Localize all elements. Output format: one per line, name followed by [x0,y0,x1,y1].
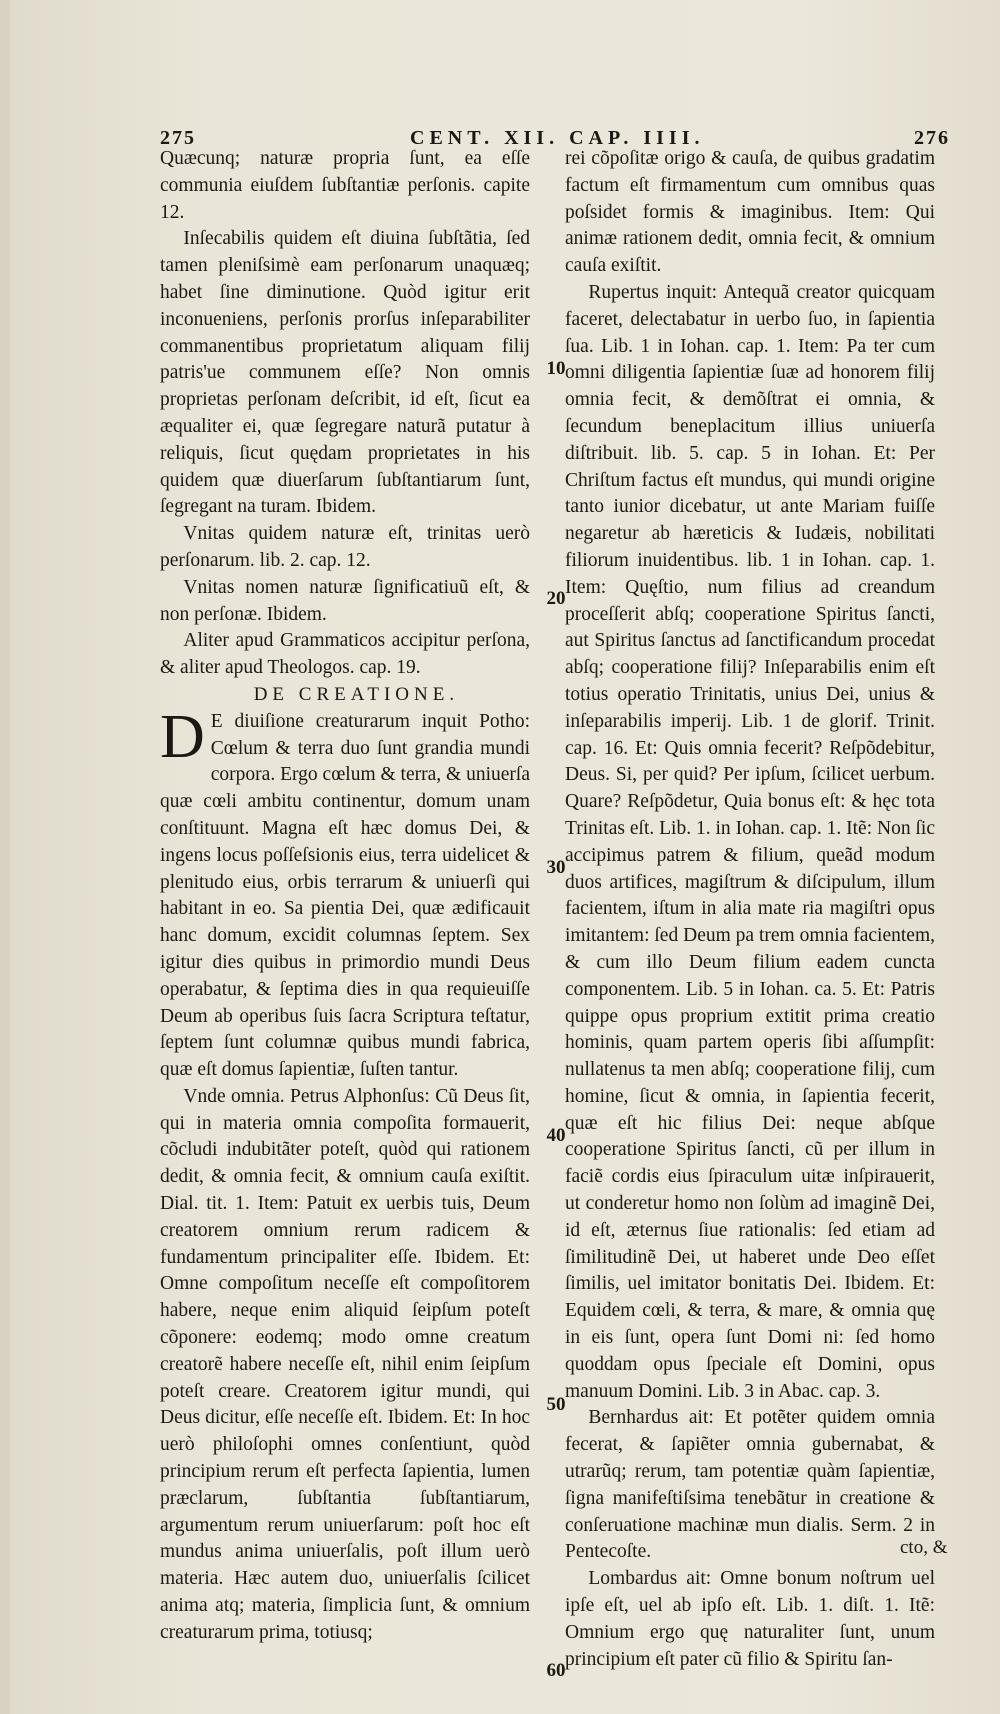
page-number-left: 275 [160,127,196,149]
margin-line-number: 40 [546,1125,566,1146]
running-title: CENT. XII. CAP. IIII. [410,127,705,149]
paragraph: rei cõpoſitæ origo & cauſa, de quibus gradatim factum eſt firmamentum cum omnibus quas poſsidet formis & imaginibus. Item: Qui animæ rationem dedit, omnia fecit, & omnium cauſa exiſtit. [565,148,935,277]
drop-cap-initial: D [160,702,205,771]
paragraph: Vnitas quidem naturæ eſt, trinitas uerò perſonarum. lib. 2. cap. 12. [160,523,530,571]
page-number-right: 276 [914,127,950,149]
paragraph: Inſecabilis quidem eſt diuina ſubſtãtia, ſed tamen pleniſsimè eam perſonarum unaquæq; habet ſine diminutione. Quòd igitur erit inconueniens, perſonis prorſus inſeparabiliter commanentibus proprietatum aliquam filij patris'ue communem eſſe? Non omnis proprietas perſonam deſcribit, id eſt, ſicut ea æqualiter ei, quæ ſegregare naturã putatur à reliquis, ſicut quędam proprietates in his quidem quæ diuerſarum ſubſtantiarum ſunt, ſegregant na turam. Ibidem. [160,228,530,518]
right-column [565,146,935,1670]
margin-line-number: 10 [546,358,566,379]
catchword: cto, & [900,1537,948,1558]
paragraph: Vnde omnia. Petrus Alphonſus: Cũ Deus ſit, qui in materia omnia compoſita formauerit, cõcludi indubitãter poteſt, quòd qui rationem dedit, & omnia fecit, & omnium cauſa exiſtit. Dial. tit. 1. Item: Patuit ex uerbis tuis, Deum creatorem omnium rerum radicem & fundamentum principaliter eſſe. Ibidem. Et: Omne compoſitum neceſſe eſt compoſitorem habere, neque enim aliquid ſeipſum poteſt cõponere: eodemq; modo omne creatum creatorẽ habere neceſſe eſt, nihil enim ſeipſum poteſt creare. Creatorem igitur mundi, qui Deus dicitur, eſſe neceſſe eſt. Ibidem. Et: In hoc uerò philoſophi omnes conſentiunt, quòd principium rerum eſt perfecta ſapientia, lumen præclarum, ſubſtantia ſubſtantiarum, argumentum rerum uniuerſarum: poſt hoc eſt mundus anima uniuerſalis, poſt illum uerò materia. Hæc autem duo, uniuerſalis ſcilicet anima atq; materia, ſimplicia ſunt, & omnium creaturarum prima, totiusq; [160,1085,530,1643]
section-heading: DE CREATIONE. [253,683,460,705]
paragraph: Aliter apud Grammaticos accipitur perſona, & aliter apud Theologos. cap. 19. [160,630,530,679]
book-page [10,0,1000,1714]
paragraph: Quæcunq; naturæ propria ſunt, ea eſſe communia eiuſdem ſubſtantiæ perſonis. capite 12. [160,148,530,223]
margin-line-number: 60 [546,1660,566,1681]
margin-line-number: 50 [546,1394,566,1415]
paragraph: Vnitas nomen naturæ ſignificatiuũ eſt, & non perſonæ. Ibidem. [160,576,530,625]
margin-line-number: 20 [546,588,566,609]
paragraph: Rupertus inquit: Antequã creator quicquam faceret, delectabatur in uerbo ſuo, in ſapientia ſua. Lib. 1 in Iohan. cap. 1. Item: Pa ter cum omni diligentia ſapientiæ ſuæ ad honorem filij omnia fecit, & demõſtrat ei omnia, & ſecundum beneplacitum illius uniuerſa diſtribuit. lib. 5. cap. 5 in Iohan. Et: Per Chriſtum factus eſt mundus, qui mundi origine tanto iunior dicebatur, ut ante Mariam fuiſſe negaretur ab hæreticis & Iudæis, nobilitati filiorum inuidentibus. lib. 1 in Iohan. cap. 1. Item: Quęſtio, num filius ad creandum proceſſerit abſq; cooperatione Spiritus ſancti, aut Spiritus ſanctus ad ſanctificandum procedat abſq; cooperatione filij? Inſeparabilis enim eſt totius operatio Trinitatis, unius Dei, unius & inſeparabilis imperij. Lib. 1 de glorif. Trinit. cap. 16. Et: Quis omnia fecerit? Reſpõdebitur, Deus. Si, per quid? Per ipſum, ſcilicet uerbum. Quare? Reſpõdetur, Quia bonus eſt: & hęc tota Trinitas eſt. Lib. 1. in Iohan. cap. 1. Itẽ: Non ſic accipimus patrem & filium, queãd modum duos artifices, magiſtrum & diſcipulum, illum facientem, iſtum in alia mate ria magiſtri opus imitantem: ſed Deum pa trem omnia facientem, & cum illo Deum filium eadem cuncta componentem. Lib. 5 in Iohan. ca. 5. Et: Patris quippe opus proprium extitit prima creatio hominis, quam partem operis ſibi aſſumpſit: nullatenus ta men abſq; cooperatione filij, cum homine, ſicut & omnia, in ſapientia fecerit, quæ eſt hic filius Dei: neque abſque cooperatione Spiritus ſancti, cũ per illum in faciẽ cordis eius ſpiraculum uitæ inſpirauerit, ut conderetur homo non ſolùm ad imaginẽ Dei, id eſt, æternus ſiue rationalis: ſed etiam ad ſimilitudinẽ Dei, ut haberet unde Deo eſſet ſimilis, uel imitator bonitatis Dei. Ibidem. Et: Equidem cœli, & terra, & mare, & omnia quę in eis ſunt, opera ſunt Domi ni: ſed homo quoddam opus ſpeciale eſt Domini, opus manuum Domini. Lib. 3 in Abac. cap. 3. [565,281,935,1402]
left-column [160,146,530,1643]
paragraph-with-initial [160,702,530,1084]
margin-line-number: 30 [546,857,566,878]
paragraph-text: E diuiſione creaturarum inquit Potho: Cœlum & terra duo ſunt grandia mundi corpora. Ergo cœlum & terra, & uniuerſa quæ cœli ambitu continentur, domum unam conſtituunt. Magna eſt hæc domus Dei, & ingens locus poſſeſsionis eius, terra uidelicet & plenitudo eius, orbis terrarum & uniuerſi qui habitant in eo. Sa pientia Dei, quæ ædificauit hanc domum, excidit columnas ſeptem. Sex igitur dies quibus in primordio mundi Deus operabatur, & ſeptima dies in qua requieuiſſe Deum ab operibus ſuis ſacra Scriptura teſtatur, ſeptem ſunt columnæ quibus mundi fabrica, quæ eſt domus ſapientiæ, ſuſten tantur. [160,710,530,1081]
paragraph: Lombardus ait: Omne bonum noſtrum uel ipſe eſt, uel ab ipſo eſt. Lib. 1. diſt. 1. Itẽ: Omnium ergo quę naturaliter ſunt, unum principium eſt pater cũ filio & Spiritu ſan- [565,1568,935,1670]
paragraph: Bernhardus ait: Et potẽter quidem omnia fecerat, & ſapiẽter omnia gubernabat, & utrarũq; rerum, tam potentiæ quàm ſapientiæ, ſigna manifeſtiſsima tenebãtur in creatione & conſeruatione machinæ mun dialis. Serm. 2 in Pentecoſte. [565,1407,935,1563]
